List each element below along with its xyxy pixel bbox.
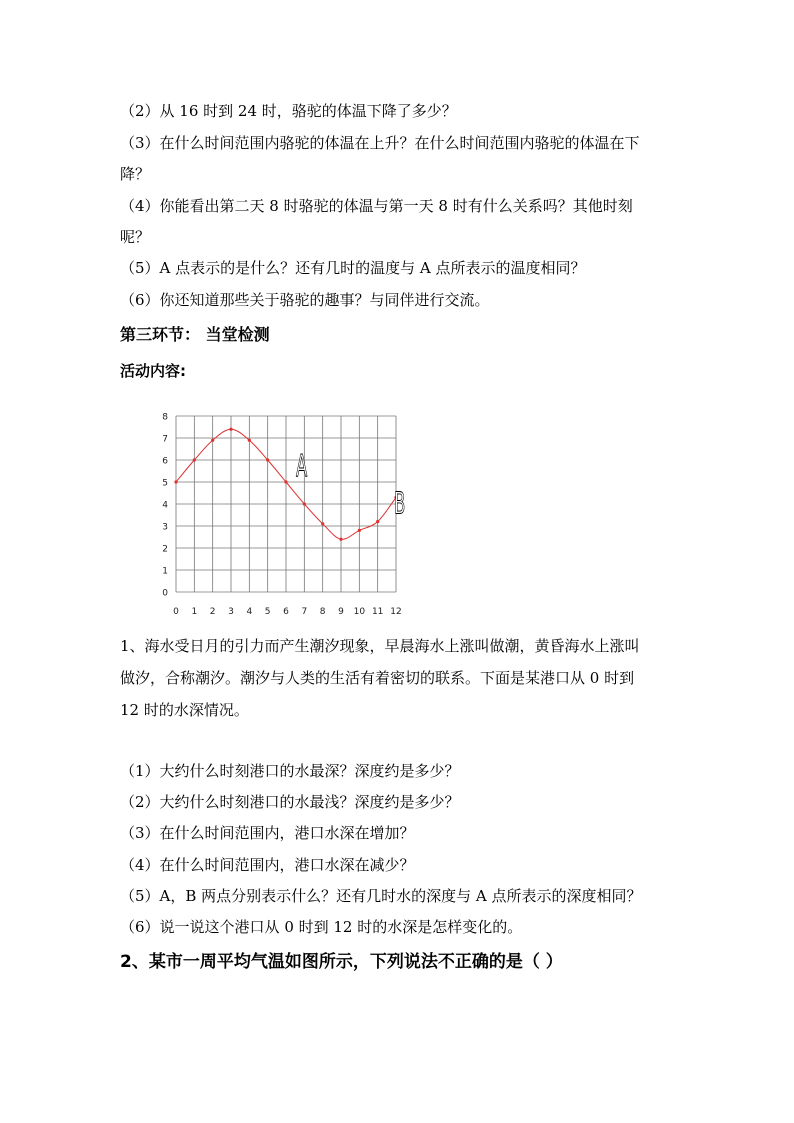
y-tick-label: 0	[162, 588, 168, 599]
data-point	[339, 538, 342, 541]
y-tick-label: 1	[162, 566, 168, 577]
data-point	[303, 502, 306, 505]
tide-q-2: （2）大约什么时刻港口的水最浅？深度约是多少？	[120, 793, 460, 811]
data-point	[174, 480, 177, 483]
data-point	[229, 428, 232, 431]
para1-line1: 1、海水受日月的引力而产生潮汐现象，早晨海水上涨叫做潮，黄昏海水上涨叫	[120, 637, 640, 655]
y-tick-label: 8	[162, 412, 168, 423]
y-tick-label: 4	[162, 500, 168, 511]
annotation-label-b: B	[394, 486, 406, 521]
q-5: （5）A 点表示的是什么？还有几时的温度与 A 点所表示的温度相同？	[120, 259, 586, 277]
q-2: （2）从 16 时到 24 时，骆驼的体温下降了多少？	[120, 102, 457, 120]
y-tick-label: 7	[162, 434, 168, 445]
data-point	[211, 439, 214, 442]
tide-q-3: （3）在什么时间范围内，港口水深在增加？	[120, 824, 415, 842]
chart-grid	[176, 416, 396, 592]
x-tick-label: 5	[264, 607, 271, 617]
para1-line3: 12 时的水深情况。	[120, 701, 249, 719]
x-tick-label: 11	[371, 607, 384, 617]
y-tick-label: 5	[162, 478, 168, 489]
x-tick-label: 0	[173, 607, 179, 617]
y-tick-labels	[162, 413, 168, 599]
data-point	[266, 458, 269, 461]
tide-q-1: （1）大约什么时刻港口的水最深？深度约是多少？	[120, 762, 460, 780]
annotation-label-a: A	[296, 448, 308, 484]
tide-chart	[150, 402, 420, 622]
data-point	[284, 480, 287, 483]
tide-q-6: （6）说一说这个港口从 0 时到 12 时的水深是怎样变化的。	[120, 918, 523, 936]
question-2: 2、某市一周平均气温如图所示，下列说法不正确的是（ ）	[120, 952, 563, 972]
para1-line2: 做汐，合称潮汐。潮汐与人类的生活有着密切的联系。下面是某港口从 0 时到	[120, 669, 635, 687]
tide-q-4: （4）在什么时间范围内，港口水深在减少？	[120, 856, 415, 874]
section-title: 第三环节： 当堂检测	[120, 325, 270, 344]
x-tick-label: 9	[338, 607, 344, 617]
data-point	[193, 458, 196, 461]
data-point	[376, 520, 379, 523]
x-tick-label: 12	[390, 607, 402, 617]
y-tick-label: 2	[162, 544, 168, 555]
x-tick-label: 4	[246, 607, 253, 617]
y-tick-label: 6	[162, 456, 168, 467]
data-point	[321, 522, 324, 525]
q-3-line2: 降？	[120, 165, 151, 183]
data-point	[358, 529, 361, 532]
x-tick-label: 6	[283, 607, 289, 617]
q-6: （6）你还知道那些关于骆驼的趣事？与同伴进行交流。	[120, 291, 490, 309]
y-tick-label: 3	[162, 522, 168, 533]
q-3-line1: （3）在什么时间范围内骆驼的体温在上升？在什么时间范围内骆驼的体温在下	[120, 134, 640, 152]
tide-q-5: （5）A，B 两点分别表示什么？还有几时水的深度与 A 点所表示的深度相同？	[120, 887, 642, 905]
q-4-line1: （4）你能看出第二天 8 时骆驼的体温与第一天 8 时有什么关系吗？其他时刻	[120, 197, 633, 215]
x-tick-label: 10	[353, 607, 366, 617]
x-tick-label: 8	[319, 607, 326, 617]
x-tick-label: 3	[228, 607, 234, 617]
data-point	[248, 439, 251, 442]
x-tick-label: 1	[191, 607, 198, 617]
x-tick-label: 2	[209, 607, 216, 617]
x-tick-labels	[173, 607, 402, 617]
activity-label: 活动内容:	[120, 362, 186, 380]
x-tick-label: 7	[301, 607, 308, 617]
q-4-line2: 呢？	[120, 228, 151, 246]
annotations	[296, 449, 405, 521]
